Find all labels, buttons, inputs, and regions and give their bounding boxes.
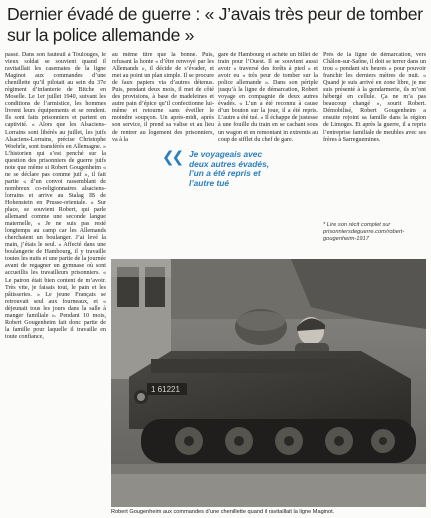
article-text-col3: gare de Hambourg et achète un billet de train pour l’Ouest. Il se souvient aussi avoir « traversé des forêts à pied » et avoir eu « très peur de tomber sur la police allemande ». Dans son périple jusqu’à la ligne de démarcation, Robert voyage en compagnie de deux autres évadés. « L’un a été reconnu à cause d’un bouton sur la joue, il a été repris. L’autre a été tué. » Il échappe de justesse à une fouille du train en se cachant sous un wagon et en remontant in extremis au coup de sifflet du chef de gare.	[218, 52, 318, 143]
article-column-1	[5, 52, 106, 510]
photo-soldier-tankette	[111, 259, 426, 507]
photo-credit: DR	[418, 503, 425, 508]
footnote: * Lire son récit complet sur prisonniersdeguerre.com/robert-gougenheim-1917	[323, 222, 405, 242]
headline: Dernier évadé de guerre : « J’avais très peur de tomber sur la police allemande »	[7, 4, 423, 45]
article-text-col1: passé. Dans son fauteuil à Toulouges, le vieux soldat se souvient quand il ravitaillait les casemates de la ligne Maginot aux commandes d’une chenillette qu’il pilotait au sein du 37e régiment d’infanterie de Bitche en Moselle. Le 1er juillet 1940, suivant les conditions de l’armistice, les hommes livrent leurs équipements et se rendent. Ils sont faits prisonniers et partent en captivité. « Alors que les Alsaciens-Lorrains sont libérés au juillet, les juifs Alsaciens-Lorrains, précise Christophe Woehrle, sont transférés en Allemagne. » L’historien qui s’est penché sur la question des prisonniers de guerre juifs note que même si Robert Gougenheim « ne se déclare pas comme juif », il fait partie « d’un convoi rassemblant de nombreux co-religionnaires alsaciens-lorrains et arrive au Stalag IB de Hohenstein en Prusse-orientale. » Sur place, se souvient Robert, qui parle allemand comme une seconde langue maternelle, « Je ne suis pas resté longtemps au camp car les Allemands cherchaient un boulanger. J’ai levé la main, j’étais le seul. » Affecté dans une boulangerie de Hambourg, il y travaille toutes les nuits et une partie de la journée avant de regagner un gymnase où sont accueillis les travailleurs prisonniers. « Le patron était bien content de m’avoir. Très vite, je faisais tout, le pain et les pâtisseries. » Le jeune Français se retrouvait seul aux fourneaux, et « déjeunait tous les jours dans la salle à manger familiale ». Pendant 10 mois, Robert Gougenheim fait donc partie de la famille pour laquelle il travaille en toute confiance,	[5, 52, 106, 340]
article-text-col2: au même titre que la bonne. Puis, refusant la honte « d’être renvoyé par les Allemands », il décide de s’évader, et met au point un plan simple. Il se procure de faux papiers via d’autres détenus. Puis, pendant deux mois, il met de côté des provisions, à base de madeleines et autre pain d’épice qu’il confectionne lui-même et retourne sans éveiller le moindre soupçon. Un après-midi, après son service, il prend sa valise et au lieu de rentrer au logement des prisonniers, va à la	[112, 52, 214, 143]
pull-quote: Je voyageais avec deux autres évadés, l’un a été repris et l’autre tué	[187, 149, 271, 190]
vehicle-marking: 1 61221	[151, 385, 180, 394]
article-text-col4: Près de la ligne de démarcation, vers Châlon-sur-Saône, il doit se terrer dans un trou « pendant six heures » pour pouvoir franchir les derniers mètres de nuit. « Quand je suis arrivé en zone libre, je me suis présenté à la gendarmerie, ils m’ont hébergé en cellule. Ça ne m’a pas beaucoup changé », sourit Robert. Démobilisé, Robert Gougenheim a ensuite rejoint sa famille dans la région de Limoges. Et après la guerre, il a repris l’entreprise familiale de meubles avec ses frères à Sarreguemines.	[323, 52, 426, 143]
photo-caption: Robert Gougenheim aux commandes d’une chenillette quand il ravitaillait la ligne Maginot.	[111, 509, 335, 515]
double-chevron-left-icon: ❮❮	[162, 148, 182, 166]
photo-illustration	[111, 259, 426, 507]
article-column-4	[323, 52, 426, 248]
